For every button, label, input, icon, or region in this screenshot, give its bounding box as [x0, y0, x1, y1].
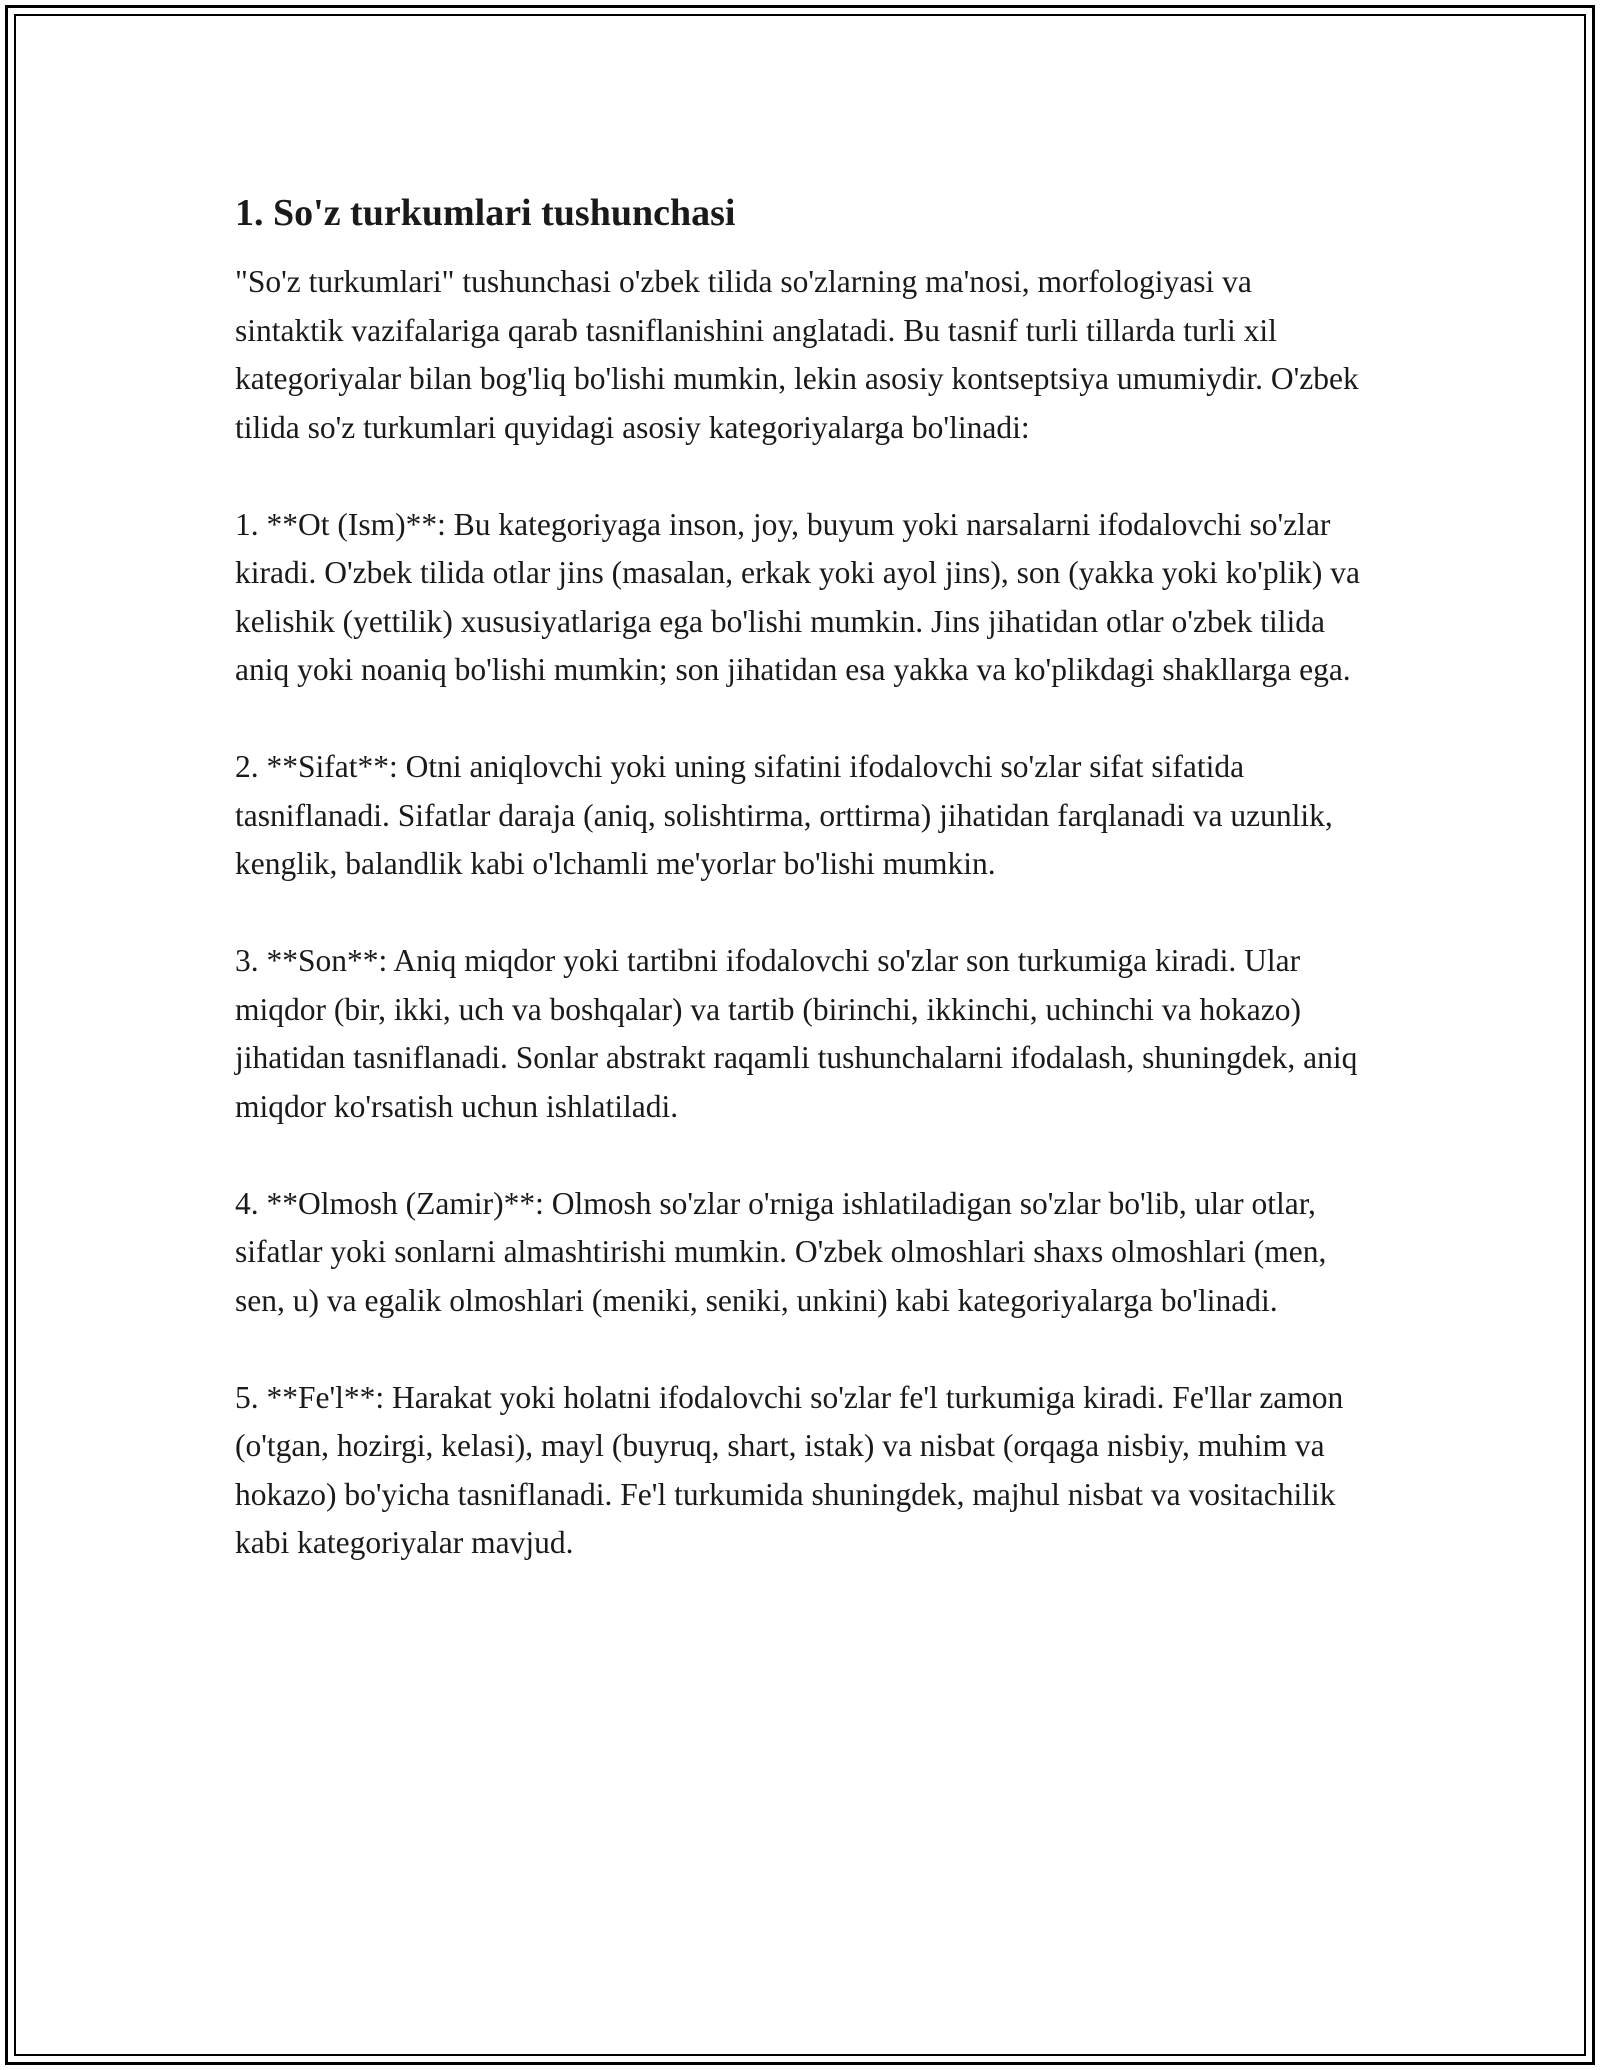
intro-paragraph: "So'z turkumlari" tushunchasi o'zbek tilida so'zlarning ma'nosi, morfologiyasi va sintaktik vazifalariga qarab tasniflanishini anglatadi. Bu tasnif turli tillarda turli xil kategoriyalar bilan bog'liq bo'lishi mumkin, lekin asosiy kontseptsiya umumiydir. O'zbek tilida so'z turkumlari quyidagi asosiy kategoriyalarga bo'linadi:	[235, 264, 1359, 445]
list-item-olmosh: 4. **Olmosh (Zamir)**: Olmosh so'zlar o'rniga ishlatiladigan so'zlar bo'lib, ular otlar, sifatlar yoki sonlarni almashtirishi mumkin. O'zbek olmoshlari shaxs olmoshlari (men, sen, u) va egalik olmoshlari (meniki, seniki, unkini) kabi kategoriyalarga bo'linadi.	[235, 1185, 1327, 1318]
document-body	[235, 190, 1365, 1616]
list-item-fel: 5. **Fe'l**: Harakat yoki holatni ifodalovchi so'zlar fe'l turkumiga kiradi. Fe'llar zamon (o'tgan, hozirgi, kelasi), mayl (buyruq, shart, istak) va nisbat (orqaga nisbiy, muhim va hokazo) bo'yicha tasniflanadi. Fe'l turkumida shuningdek, majhul nisbat va vositachilik kabi kategoriyalar mavjud.	[235, 1379, 1344, 1560]
list-item-ot: 1. **Ot (Ism)**: Bu kategoriyaga inson, joy, buyum yoki narsalarni ifodalovchi so'zlar kiradi. O'zbek tilida otlar jins (masalan, erkak yoki ayol jins), son (yakka yoki ko'plik) va kelishik (yettilik) xususiyatlariga ega bo'lishi mumkin. Jins jihatidan otlar o'zbek tilida aniq yoki noaniq bo'lishi mumkin; son jihatidan esa yakka va ko'plikdagi shakllarga ega.	[235, 506, 1360, 687]
list-item-sifat: 2. **Sifat**: Otni aniqlovchi yoki uning sifatini ifodalovchi so'zlar sifat sifatida tasniflanadi. Sifatlar daraja (aniq, solishtirma, orttirma) jihatidan farqlanadi va uzunlik, kenglik, balandlik kabi o'lchamli me'yorlar bo'lishi mumkin.	[235, 749, 1333, 881]
document-title: 1. So'z turkumlari tushunchasi	[235, 192, 736, 234]
list-item-son: 3. **Son**: Aniq miqdor yoki tartibni ifodalovchi so'zlar son turkumiga kiradi. Ular miqdor (bir, ikki, uch va boshqalar) va tartib (birinchi, ikkinchi, uchinchi va hokazo) jihatidan tasniflanadi. Sonlar abstrakt raqamli tushunchalarni ifodalash, shuningdek, aniq miqdor ko'rsatish uchun ishlatiladi.	[235, 943, 1358, 1124]
